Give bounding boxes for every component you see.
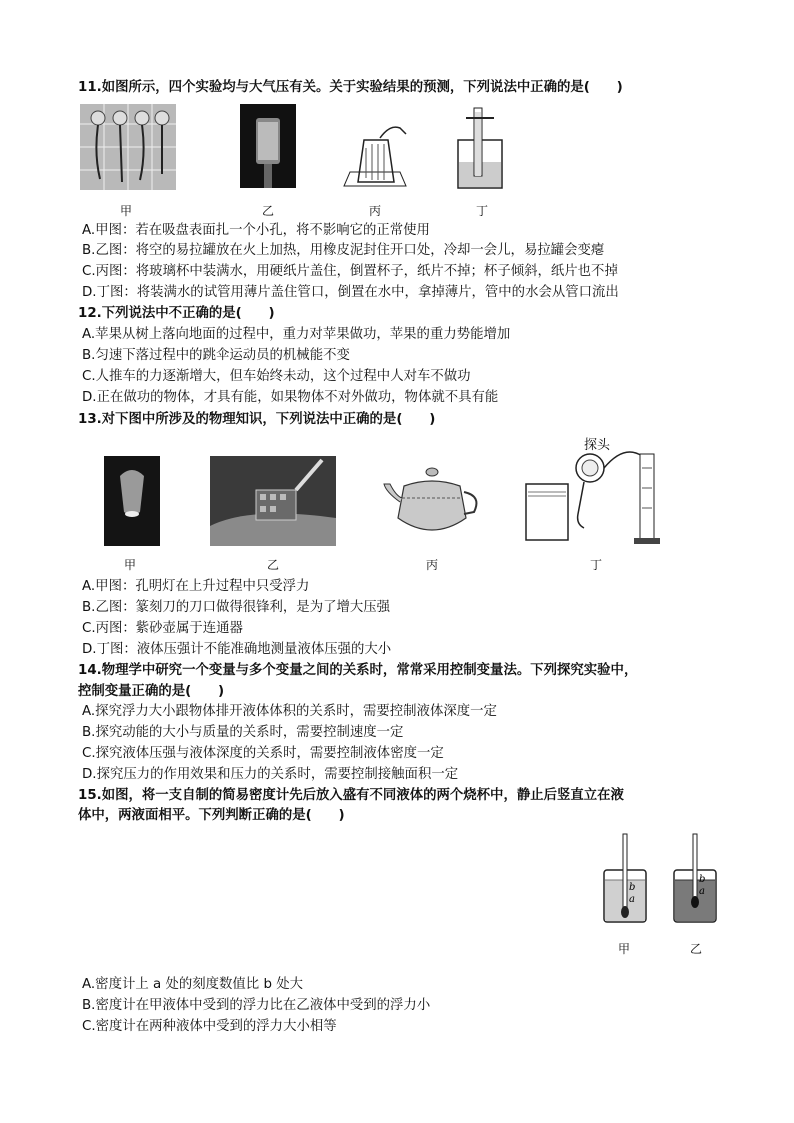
q13-option-d: D.丁图：液体压强计不能准确地测量液体压强的大小 [82, 642, 392, 657]
q11-option-c: C.丙图：将玻璃杯中装满水，用硬纸片盖住，倒置杯子，纸片不掉；杯子倾斜，纸片也不掉 [82, 264, 618, 279]
q15-stem-line2: 体中，两液面相平。下列判断正确的是( ) [78, 808, 345, 823]
q13-option-c: C.丙图：紫砂壶属于连通器 [82, 621, 243, 636]
q14-option-b: B.探究动能的大小与质量的关系时，需要控制速度一定 [82, 725, 404, 740]
q11-image-bing [340, 120, 410, 192]
q14-option-c: C.探究液体压强与液体深度的关系时，需要控制液体密度一定 [82, 746, 444, 761]
q14-option-d: D.探究压力的作用效果和压力的关系时，需要控制接触面积一定 [82, 767, 459, 782]
q15-jia-mark-a: a [629, 894, 635, 905]
q15-option-c: C.密度计在两种液体中受到的浮力大小相等 [82, 1019, 337, 1034]
q11-image-jia [80, 104, 176, 190]
q13-image-bing-teapot [382, 462, 482, 546]
q15-option-b: B.密度计在甲液体中受到的浮力比在乙液体中受到的浮力小 [82, 998, 431, 1013]
q12-option-d: D.正在做功的物体，才具有能，如果物体不对外做功，物体就不具有能 [82, 390, 499, 405]
q12-option-a: A.苹果从树上落向地面的过程中，重力对苹果做功，苹果的重力势能增加 [82, 327, 511, 342]
q13-caption-bing: 丙 [426, 558, 439, 572]
q15-caption-yi: 乙 [690, 942, 703, 956]
q13-image-ding-pressure-gauge [524, 448, 674, 548]
q11-caption-bing: 丙 [369, 204, 382, 218]
q15-beaker-yi [670, 832, 720, 924]
probe-label: 探头 [584, 438, 611, 453]
q13-image-yi-carving [210, 456, 336, 546]
q11-caption-jia: 甲 [120, 204, 133, 218]
q14-option-a: A.探究浮力大小跟物体排开液体体积的关系时，需要控制液体深度一定 [82, 704, 497, 719]
q12-option-b: B.匀速下落过程中的跳伞运动员的机械能不变 [82, 348, 350, 363]
q13-stem: 13.对下图中所涉及的物理知识，下列说法中正确的是( ) [78, 412, 436, 427]
q14-stem-line1: 14.物理学中研究一个变量与多个变量之间的关系时，常常采用控制变量法。下列探究实验中， [78, 663, 638, 678]
q13-image-jia-lantern [104, 456, 160, 546]
q12-stem: 12.下列说法中不正确的是( ) [78, 306, 275, 321]
q11-caption-yi: 乙 [262, 204, 275, 218]
q12-option-c: C.人推车的力逐渐增大，但车始终未动，这个过程中人对车不做功 [82, 369, 471, 384]
q15-yi-mark-a: a [699, 886, 705, 897]
q13-caption-yi: 乙 [267, 558, 280, 572]
q11-image-yi [240, 104, 296, 188]
q15-jia-mark-b: b [629, 882, 636, 893]
q11-stem: 11.如图所示，四个实验均与大气压有关。关于实验结果的预测，下列说法中正确的是( ) [78, 80, 623, 95]
q15-caption-jia: 甲 [618, 942, 631, 956]
q13-option-b: B.乙图：篆刻刀的刀口做得很锋利，是为了增大压强 [82, 600, 391, 615]
q15-stem-line1: 15.如图，将一支自制的简易密度计先后放入盛有不同液体的两个烧杯中，静止后竖直立在液 [78, 788, 624, 803]
q13-caption-jia: 甲 [124, 558, 137, 572]
q13-caption-ding: 丁 [590, 558, 603, 572]
q11-image-ding [452, 104, 512, 192]
q14-stem-line2: 控制变量正确的是( ) [78, 684, 225, 699]
q11-option-a: A.甲图：若在吸盘表面扎一个小孔，将不影响它的正常使用 [82, 223, 430, 238]
q15-beaker-jia [600, 832, 650, 924]
q11-option-d: D.丁图：将装满水的试管用薄片盖住管口，倒置在水中，拿掉薄片，管中的水会从管口流出 [82, 285, 619, 300]
q15-yi-mark-b: b [699, 874, 706, 885]
q15-option-a: A.密度计上 a 处的刻度数值比 b 处大 [82, 977, 303, 992]
q13-option-a: A.甲图：孔明灯在上升过程中只受浮力 [82, 579, 310, 594]
q11-caption-ding: 丁 [476, 204, 489, 218]
q11-option-b: B.乙图：将空的易拉罐放在火上加热，用橡皮泥封住开口处，冷却一会儿，易拉罐会变瘪 [82, 243, 605, 258]
